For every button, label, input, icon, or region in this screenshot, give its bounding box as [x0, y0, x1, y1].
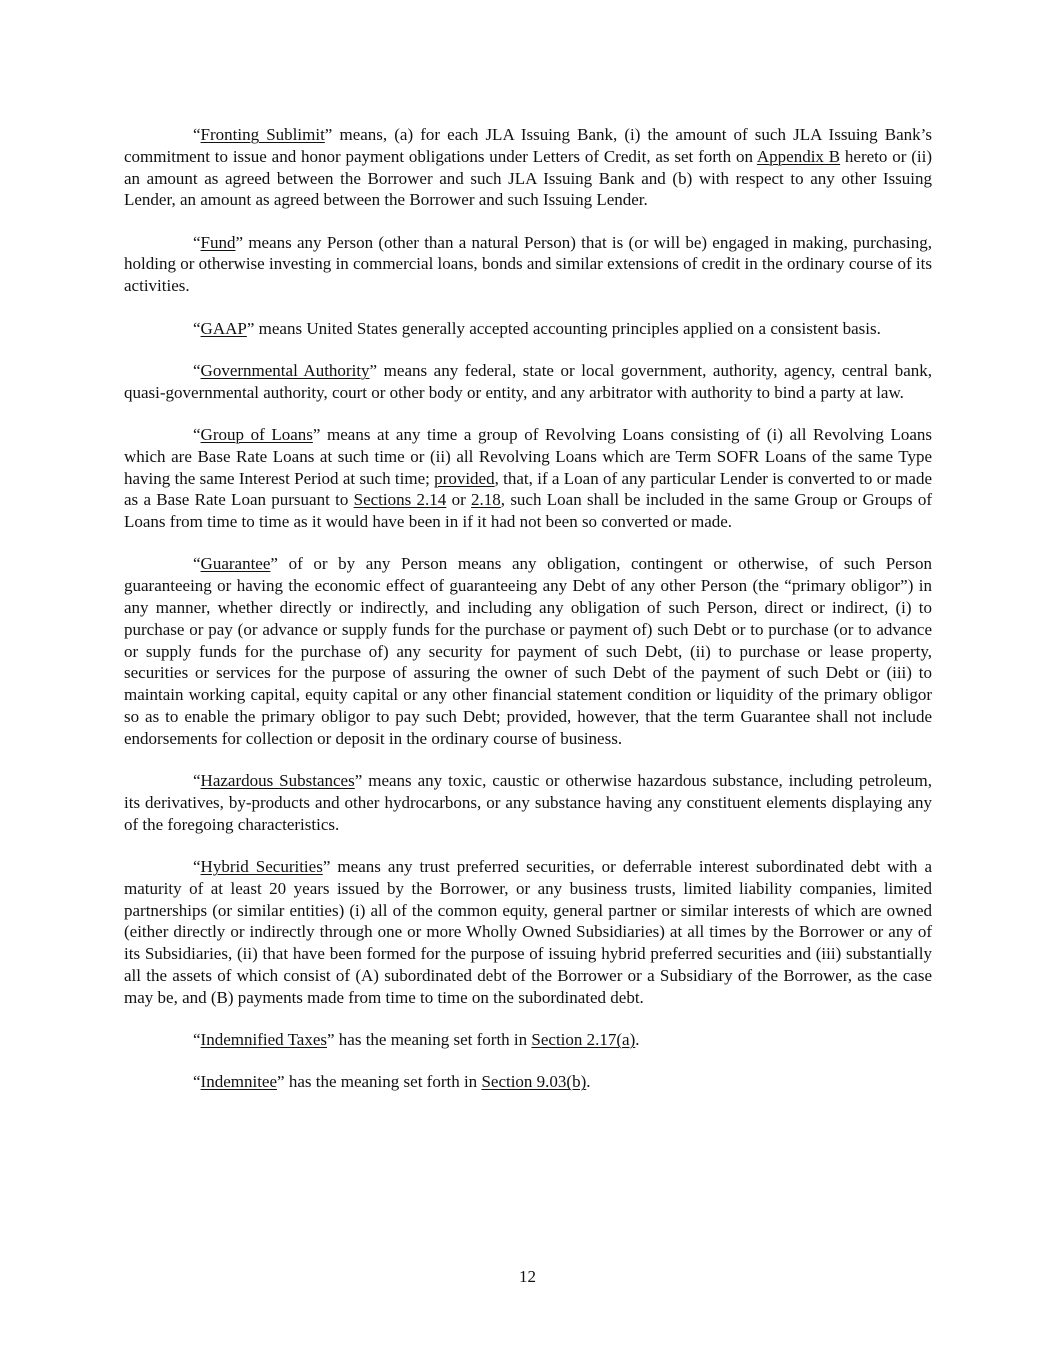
defined-term: Fronting Sublimit	[200, 125, 325, 144]
defined-term: Group of Loans	[200, 424, 313, 444]
definition-text: or	[446, 490, 472, 510]
definition-gaap: “GAAP” means United States generally accepted accounting principles applied on a consistent basis.	[193, 318, 881, 338]
cross-reference-appendix-b: Appendix B	[756, 146, 841, 166]
definition-fronting-sublimit: “Fronting Sublimit” means, (a) for each JLA Issuing Bank, (i) the amount of such JLA Issuing Bank’s commitment to issue and honor payment obligations under Letters of Credit, as set forth on Appendix B hereto or (ii) an amount as agreed between the Borrower and such JLA Issuing Bank and (b) with respect to any other Issuing Lender, an amount as agreed between the Borrower and such Issuing Lender.	[124, 125, 932, 210]
definition-text: means any federal, state or local government, authority, agency, central bank, quasi-governmental authority, court or other body or entity, and any arbitrator with authority to bind a party at law.	[124, 360, 932, 402]
definition-guarantee: “Guarantee” of or by any Person means any obligation, contingent or otherwise, of such Person guaranteeing or having the economic effect of guaranteeing any Debt of any other Person (the “primary obligor”) in any manner, whether directly or indirectly, and including any obligation of such Person, direct or indirect, (i) to purchase or pay (or advance or supply funds for the purchase or payment of) such Debt or to purchase (or to advance or supply funds for the purchase of) any security for payment of such Debt, (ii) to purchase or lease property, securities or services for the purpose of assuring the owner of such Debt of the payment of such Debt or (iii) to maintain working capital, equity capital or any other financial statement condition or liquidity of the primary obligor so as to enable the primary obligor to pay such Debt; provided, however, that the term Guarantee shall not include endorsements for collection or deposit in the ordinary course of business.	[124, 554, 933, 748]
definition-text: means United States generally accepted accounting principles applied on a consistent basis.	[258, 318, 881, 338]
definition-text: , that, if a Loan of any particular Lender is converted to or made as a Base Rate Loan pursuant to	[124, 468, 932, 510]
definition-text: means at any time a group of Revolving Loans consisting of (i) all Revolving Loans which are Base Rate Loans at such time or (ii) all Revolving Loans which are Term SOFR Loans of the same Type having the same Interest Period at such time;	[124, 424, 932, 488]
cross-reference-2-18: 2.18	[471, 490, 501, 510]
defined-term: Guarantee	[200, 554, 271, 574]
definition-text: means, (a) for each JLA Issuing Bank, (i) the amount of such JLA Issuing Bank’s commitment to issue and honor payment obligations under Letters of Credit, as set forth on	[124, 125, 932, 166]
defined-term: Hazardous Substances	[200, 771, 355, 791]
definition-text: has the meaning set forth in	[338, 1030, 532, 1050]
defined-term: Fund	[200, 232, 236, 252]
definition-fund: “Fund” means any Person (other than a natural Person) that is (or will be) engaged in making, purchasing, holding or otherwise investing in commercial loans, bonds and similar extensions of credit in the ordinary course of its activities.	[124, 232, 933, 296]
defined-term: Hybrid Securities	[200, 857, 323, 877]
definition-text: , such Loan shall be included in the same Group or Groups of Loans from time to time as it would have been in if it had not been so converted or made.	[124, 490, 932, 532]
cross-reference-section-2-17a: Section 2.17(a)	[531, 1030, 636, 1050]
definition-text: .	[635, 1030, 640, 1050]
definition-hazardous-substances: “Hazardous Substances” means any toxic, caustic or otherwise hazardous substance, including petroleum, its derivatives, by-products and other hydrocarbons, or any substance having any constituent elements displaying any of the foregoing characteristics.	[124, 771, 933, 834]
definition-indemnified-taxes: “Indemnified Taxes” has the meaning set forth in Section 2.17(a).	[193, 1030, 640, 1050]
defined-term: Indemnitee	[200, 1072, 278, 1092]
definition-text: means any Person (other than a natural Person) that is (or will be) engaged in making, purchasing, holding or otherwise investing in commercial loans, bonds and similar extensions of credit in the ordinary course of its activities.	[124, 232, 933, 296]
page-number: 12	[519, 1267, 536, 1286]
definition-text: .	[586, 1072, 591, 1092]
definition-text: means any trust preferred securities, or deferrable interest subordinated debt with a maturity of at least 20 years issued by the Borrower, or any business trusts, limited liability companies, limited partnerships (or similar entities) (i) all of the common equity, general partner or similar interests of which are owned (either directly or indirectly through one or more Wholly Owned Subsidiaries) at all times by the Borrower or any of its Subsidiaries, (ii) that have been formed for the purpose of issuing hybrid preferred securities and (iii) substantially all the assets of which consist of (A) subordinated debt of the Borrower or a Subsidiary of the Borrower, as the case may be, and (B) payments made from time to time on the subordinated debt.	[124, 857, 932, 1007]
definition-governmental-authority: “Governmental Authority” means any federal, state or local government, authority, agency, central bank, quasi-governmental authority, court or other body or entity, and any arbitrator with authority to bind a party at law.	[124, 360, 932, 402]
definition-group-of-loans: “Group of Loans” means at any time a group of Revolving Loans consisting of (i) all Revolving Loans which are Base Rate Loans at such time or (ii) all Revolving Loans which are Term SOFR Loans of the same Type having the same Interest Period at such time; provided, that, if a Loan of any particular Lender is converted to or made as a Base Rate Loan pursuant to Sections 2.14 or 2.18, such Loan shall be included in the same Group or Groups of Loans from time to time as it would have been in if it had not been so converted or made.	[124, 424, 932, 532]
definition-text: hereto or (ii) an amount as agreed between the Borrower and such JLA Issuing Bank and (b) with respect to any other Issuing Lender, an amount as agreed between the Borrower and such Issuing Lender.	[124, 146, 932, 210]
cross-reference-section-9-03b: Section 9.03(b)	[481, 1072, 587, 1092]
definition-text: means any toxic, caustic or otherwise hazardous substance, including petroleum, its derivatives, by-products and other hydrocarbons, or any substance having any constituent elements displaying any of the foregoing characteristics.	[124, 771, 933, 834]
cross-reference-sections-2-14: Sections 2.14	[353, 490, 447, 510]
defined-term: Indemnified Taxes	[200, 1030, 327, 1050]
definitions-list	[124, 124, 932, 1114]
provided-term: provided	[434, 468, 495, 488]
definition-indemnitee: “Indemnitee” has the meaning set forth in Section 9.03(b).	[193, 1072, 591, 1092]
definition-text: of or by any Person means any obligation, contingent or otherwise, of such Person guaranteeing or having the economic effect of guaranteeing any Debt of any other Person (the “primary obligor”) in any manner, whether directly or indirectly, and including any obligation of such Person, direct or indirect, (i) to purchase or pay (or advance or supply funds for the purchase or payment of) such Debt or to purchase (or to advance or supply funds for the purchase of) any security for payment of such Debt, (ii) to purchase or lease property, securities or services for the purpose of assuring the owner of such Debt of the payment of such Debt or (iii) to maintain working capital, equity capital or any other financial statement condition or liquidity of the primary obligor so as to enable the primary obligor to pay such Debt; provided, however, that the term Guarantee shall not include endorsements for collection or deposit in the ordinary course of business.	[124, 554, 933, 748]
definition-text: has the meaning set forth in	[288, 1072, 482, 1092]
definition-hybrid-securities: “Hybrid Securities” means any trust preferred securities, or deferrable interest subordinated debt with a maturity of at least 20 years issued by the Borrower, or any business trusts, limited liability companies, limited partnerships (or similar entities) (i) all of the common equity, general partner or similar interests of which are owned (either directly or indirectly through one or more Wholly Owned Subsidiaries) at all times by the Borrower or any of its Subsidiaries, (ii) that have been formed for the purpose of issuing hybrid preferred securities and (iii) substantially all the assets of which consist of (A) subordinated debt of the Borrower or a Subsidiary of the Borrower, as the case may be, and (B) payments made from time to time on the subordinated debt.	[124, 857, 932, 1007]
defined-term: Governmental Authority	[200, 360, 370, 380]
defined-term: GAAP	[200, 318, 247, 338]
